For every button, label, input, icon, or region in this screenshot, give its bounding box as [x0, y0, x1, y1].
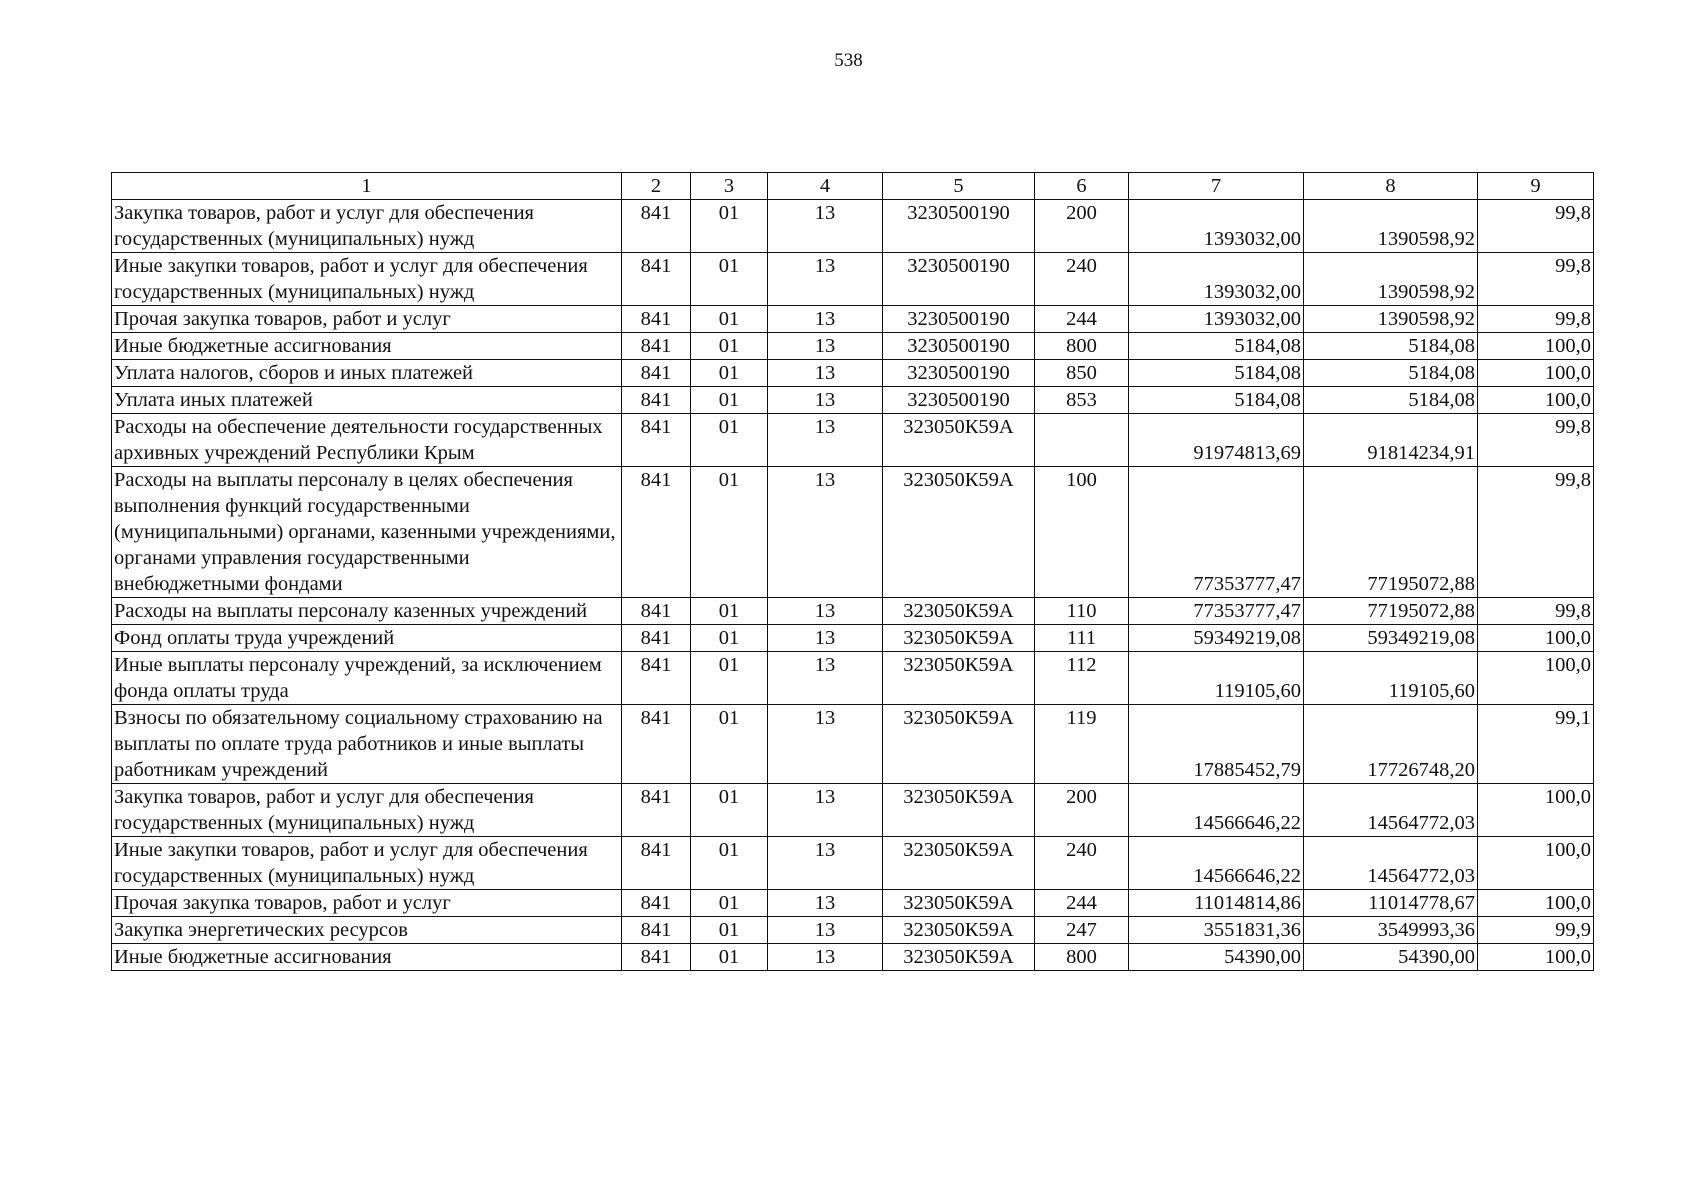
execution-percent-cell: 100,0: [1478, 944, 1594, 971]
expense-type-cell: 100: [1035, 467, 1129, 598]
expense-name-cell: Прочая закупка товаров, работ и услуг: [112, 890, 622, 917]
actual-amount-cell: 54390,00: [1304, 944, 1478, 971]
target-item-cell: 323050К59А: [883, 917, 1035, 944]
expense-type-cell: 244: [1035, 306, 1129, 333]
actual-amount-cell: 77195072,88: [1304, 467, 1478, 598]
expense-name-cell: Расходы на обеспечение деятельности государственных архивных учреждений Республики Крым: [112, 414, 622, 467]
header-cell-4: 4: [768, 173, 883, 200]
header-cell-3: 3: [691, 173, 768, 200]
actual-amount-cell: 11014778,67: [1304, 890, 1478, 917]
planned-amount-cell: 1393032,00: [1129, 200, 1304, 253]
execution-percent-cell: 100,0: [1478, 890, 1594, 917]
section-code-cell: 01: [691, 333, 768, 360]
table-row: [112, 387, 1594, 414]
execution-percent-cell: 99,8: [1478, 200, 1594, 253]
subsection-code-cell: 13: [768, 360, 883, 387]
expense-name-cell: Иные закупки товаров, работ и услуг для обеспечения государственных (муниципальных) нужд: [112, 837, 622, 890]
planned-amount-cell: 54390,00: [1129, 944, 1304, 971]
table-row: [112, 414, 1594, 467]
target-item-cell: 323050К59А: [883, 414, 1035, 467]
planned-amount-cell: 14566646,22: [1129, 837, 1304, 890]
department-code-cell: 841: [622, 387, 691, 414]
execution-percent-cell: 100,0: [1478, 837, 1594, 890]
execution-percent-cell: 99,1: [1478, 705, 1594, 784]
expense-type-cell: 247: [1035, 917, 1129, 944]
header-cell-1: 1: [112, 173, 622, 200]
expense-type-cell: 850: [1035, 360, 1129, 387]
table-row: [112, 784, 1594, 837]
subsection-code-cell: 13: [768, 253, 883, 306]
expense-name-cell: Закупка товаров, работ и услуг для обеспечения государственных (муниципальных) нужд: [112, 784, 622, 837]
actual-amount-cell: 59349219,08: [1304, 625, 1478, 652]
section-code-cell: 01: [691, 890, 768, 917]
table-row: [112, 333, 1594, 360]
execution-percent-cell: 100,0: [1478, 784, 1594, 837]
section-code-cell: 01: [691, 917, 768, 944]
execution-percent-cell: 100,0: [1478, 333, 1594, 360]
planned-amount-cell: 3551831,36: [1129, 917, 1304, 944]
expense-type-cell: [1035, 414, 1129, 467]
planned-amount-cell: 14566646,22: [1129, 784, 1304, 837]
subsection-code-cell: 13: [768, 200, 883, 253]
section-code-cell: 01: [691, 467, 768, 598]
expense-name-cell: Расходы на выплаты персоналу казенных учреждений: [112, 598, 622, 625]
expense-type-cell: 800: [1035, 333, 1129, 360]
execution-percent-cell: 100,0: [1478, 652, 1594, 705]
actual-amount-cell: 17726748,20: [1304, 705, 1478, 784]
execution-percent-cell: 100,0: [1478, 360, 1594, 387]
section-code-cell: 01: [691, 414, 768, 467]
expense-type-cell: 200: [1035, 784, 1129, 837]
execution-percent-cell: 99,8: [1478, 306, 1594, 333]
department-code-cell: 841: [622, 837, 691, 890]
table-row: [112, 253, 1594, 306]
section-code-cell: 01: [691, 200, 768, 253]
department-code-cell: 841: [622, 890, 691, 917]
expense-name-cell: Иные бюджетные ассигнования: [112, 944, 622, 971]
expense-name-cell: Уплата иных платежей: [112, 387, 622, 414]
execution-percent-cell: 99,9: [1478, 917, 1594, 944]
section-code-cell: 01: [691, 784, 768, 837]
subsection-code-cell: 13: [768, 652, 883, 705]
planned-amount-cell: 119105,60: [1129, 652, 1304, 705]
expense-type-cell: 112: [1035, 652, 1129, 705]
expense-type-cell: 110: [1035, 598, 1129, 625]
header-cell-9: 9: [1478, 173, 1594, 200]
actual-amount-cell: 1390598,92: [1304, 253, 1478, 306]
expense-name-cell: Уплата налогов, сборов и иных платежей: [112, 360, 622, 387]
department-code-cell: 841: [622, 253, 691, 306]
table-row: [112, 917, 1594, 944]
expense-name-cell: Взносы по обязательному социальному страхованию на выплаты по оплате труда работников и иные выплаты работникам учреждений: [112, 705, 622, 784]
expense-type-cell: 853: [1035, 387, 1129, 414]
table-row: [112, 625, 1594, 652]
subsection-code-cell: 13: [768, 837, 883, 890]
planned-amount-cell: 5184,08: [1129, 333, 1304, 360]
execution-percent-cell: 100,0: [1478, 387, 1594, 414]
target-item-cell: 323050К59А: [883, 705, 1035, 784]
planned-amount-cell: 91974813,69: [1129, 414, 1304, 467]
header-row: [112, 173, 1594, 200]
expense-type-cell: 800: [1035, 944, 1129, 971]
subsection-code-cell: 13: [768, 387, 883, 414]
planned-amount-cell: 1393032,00: [1129, 306, 1304, 333]
page-number: 538: [834, 50, 863, 71]
actual-amount-cell: 5184,08: [1304, 360, 1478, 387]
expense-type-cell: 240: [1035, 253, 1129, 306]
header-cell-2: 2: [622, 173, 691, 200]
planned-amount-cell: 77353777,47: [1129, 467, 1304, 598]
planned-amount-cell: 17885452,79: [1129, 705, 1304, 784]
subsection-code-cell: 13: [768, 467, 883, 598]
table-row: [112, 705, 1594, 784]
target-item-cell: 3230500190: [883, 200, 1035, 253]
subsection-code-cell: 13: [768, 705, 883, 784]
department-code-cell: 841: [622, 333, 691, 360]
table-row: [112, 360, 1594, 387]
target-item-cell: 3230500190: [883, 253, 1035, 306]
department-code-cell: 841: [622, 652, 691, 705]
expense-type-cell: 240: [1035, 837, 1129, 890]
actual-amount-cell: 1390598,92: [1304, 306, 1478, 333]
table-body: [112, 200, 1594, 971]
department-code-cell: 841: [622, 598, 691, 625]
execution-percent-cell: 99,8: [1478, 467, 1594, 598]
target-item-cell: 323050К59А: [883, 625, 1035, 652]
planned-amount-cell: 77353777,47: [1129, 598, 1304, 625]
planned-amount-cell: 1393032,00: [1129, 253, 1304, 306]
department-code-cell: 841: [622, 784, 691, 837]
expense-name-cell: Иные выплаты персоналу учреждений, за исключением фонда оплаты труда: [112, 652, 622, 705]
table-row: [112, 306, 1594, 333]
department-code-cell: 841: [622, 917, 691, 944]
actual-amount-cell: 1390598,92: [1304, 200, 1478, 253]
expense-name-cell: Расходы на выплаты персоналу в целях обеспечения выполнения функций государственными (муниципальными) органами, казенными учреждениями, органами управления государственными внебюджетными фондами: [112, 467, 622, 598]
section-code-cell: 01: [691, 387, 768, 414]
execution-percent-cell: 99,8: [1478, 598, 1594, 625]
actual-amount-cell: 119105,60: [1304, 652, 1478, 705]
target-item-cell: 3230500190: [883, 333, 1035, 360]
expense-name-cell: Закупка товаров, работ и услуг для обеспечения государственных (муниципальных) нужд: [112, 200, 622, 253]
department-code-cell: 841: [622, 306, 691, 333]
table-row: [112, 467, 1594, 598]
target-item-cell: 3230500190: [883, 360, 1035, 387]
expense-type-cell: 119: [1035, 705, 1129, 784]
target-item-cell: 3230500190: [883, 306, 1035, 333]
section-code-cell: 01: [691, 837, 768, 890]
department-code-cell: 841: [622, 944, 691, 971]
expense-type-cell: 244: [1035, 890, 1129, 917]
planned-amount-cell: 5184,08: [1129, 387, 1304, 414]
expense-name-cell: Иные закупки товаров, работ и услуг для обеспечения государственных (муниципальных) нужд: [112, 253, 622, 306]
section-code-cell: 01: [691, 360, 768, 387]
subsection-code-cell: 13: [768, 625, 883, 652]
table-row: [112, 200, 1594, 253]
header-cell-5: 5: [883, 173, 1035, 200]
target-item-cell: 323050К59А: [883, 652, 1035, 705]
section-code-cell: 01: [691, 705, 768, 784]
target-item-cell: 3230500190: [883, 387, 1035, 414]
expense-type-cell: 111: [1035, 625, 1129, 652]
expense-name-cell: Иные бюджетные ассигнования: [112, 333, 622, 360]
section-code-cell: 01: [691, 944, 768, 971]
header-cell-7: 7: [1129, 173, 1304, 200]
actual-amount-cell: 77195072,88: [1304, 598, 1478, 625]
planned-amount-cell: 11014814,86: [1129, 890, 1304, 917]
expense-type-cell: 200: [1035, 200, 1129, 253]
execution-percent-cell: 99,8: [1478, 253, 1594, 306]
actual-amount-cell: 14564772,03: [1304, 837, 1478, 890]
subsection-code-cell: 13: [768, 333, 883, 360]
actual-amount-cell: 5184,08: [1304, 387, 1478, 414]
expense-name-cell: Прочая закупка товаров, работ и услуг: [112, 306, 622, 333]
department-code-cell: 841: [622, 200, 691, 253]
table-row: [112, 837, 1594, 890]
table-row: [112, 598, 1594, 625]
expense-name-cell: Фонд оплаты труда учреждений: [112, 625, 622, 652]
table-row: [112, 652, 1594, 705]
planned-amount-cell: 59349219,08: [1129, 625, 1304, 652]
target-item-cell: 323050К59А: [883, 598, 1035, 625]
target-item-cell: 323050К59А: [883, 467, 1035, 598]
section-code-cell: 01: [691, 306, 768, 333]
execution-percent-cell: 99,8: [1478, 414, 1594, 467]
department-code-cell: 841: [622, 414, 691, 467]
expense-name-cell: Закупка энергетических ресурсов: [112, 917, 622, 944]
actual-amount-cell: 14564772,03: [1304, 784, 1478, 837]
department-code-cell: 841: [622, 467, 691, 598]
target-item-cell: 323050К59А: [883, 837, 1035, 890]
header-cell-6: 6: [1035, 173, 1129, 200]
subsection-code-cell: 13: [768, 306, 883, 333]
subsection-code-cell: 13: [768, 414, 883, 467]
subsection-code-cell: 13: [768, 784, 883, 837]
actual-amount-cell: 5184,08: [1304, 333, 1478, 360]
subsection-code-cell: 13: [768, 598, 883, 625]
actual-amount-cell: 91814234,91: [1304, 414, 1478, 467]
department-code-cell: 841: [622, 360, 691, 387]
budget-table: [111, 172, 1594, 971]
target-item-cell: 323050К59А: [883, 890, 1035, 917]
department-code-cell: 841: [622, 625, 691, 652]
target-item-cell: 323050К59А: [883, 784, 1035, 837]
target-item-cell: 323050К59А: [883, 944, 1035, 971]
table-row: [112, 944, 1594, 971]
section-code-cell: 01: [691, 253, 768, 306]
subsection-code-cell: 13: [768, 917, 883, 944]
department-code-cell: 841: [622, 705, 691, 784]
header-cell-8: 8: [1304, 173, 1478, 200]
table-row: [112, 890, 1594, 917]
subsection-code-cell: 13: [768, 890, 883, 917]
subsection-code-cell: 13: [768, 944, 883, 971]
section-code-cell: 01: [691, 598, 768, 625]
planned-amount-cell: 5184,08: [1129, 360, 1304, 387]
section-code-cell: 01: [691, 652, 768, 705]
section-code-cell: 01: [691, 625, 768, 652]
execution-percent-cell: 100,0: [1478, 625, 1594, 652]
actual-amount-cell: 3549993,36: [1304, 917, 1478, 944]
